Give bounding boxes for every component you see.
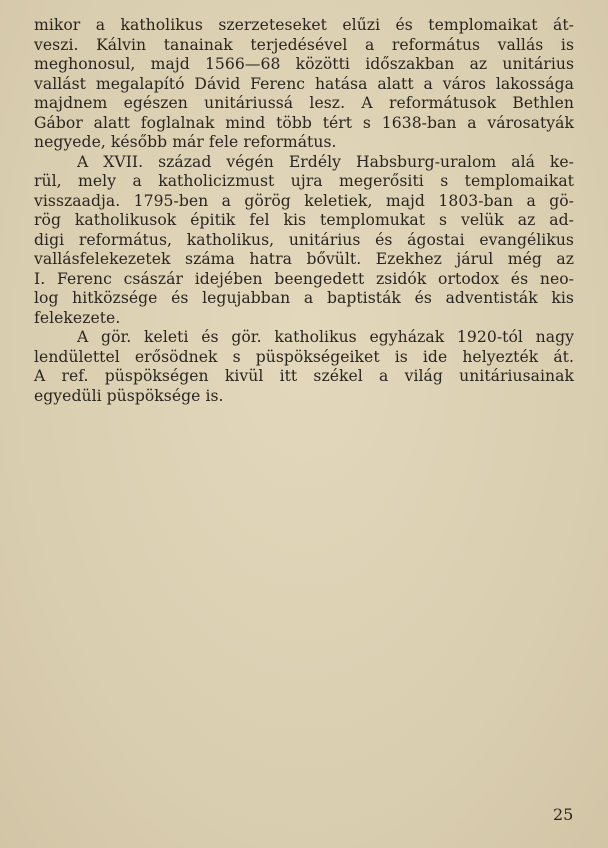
text-line: digi református, katholikus, unitárius és ágostai evangélikus <box>34 230 574 249</box>
text-line: meghonosul, majd 1566—68 közötti időszakban az unitárius <box>34 55 574 73</box>
page-body <box>34 16 574 406</box>
text-line: visszaadja. 1795-ben a görög keletiek, majd 1803-ban a gö- <box>34 191 574 210</box>
text-line: rül, mely a katholicizmust ujra megerősiti s templomaikat <box>34 172 574 190</box>
text-line: vallást megalapító Dávid Ferenc hatása alatt a város lakossága <box>34 74 574 93</box>
text-line: majdnem egészen unitáriussá lesz. A reformátusok Bethlen <box>34 94 574 112</box>
text-line: vallásfelekezetek száma hatra bővült. Ezekhez járul még az <box>34 250 574 268</box>
text-line: log hitközsége és legujabban a baptisták és adventisták kis <box>34 289 574 307</box>
text-line: Gábor alatt foglalnak mind több tért s 1638-ban a városatyák <box>34 113 574 132</box>
text-line: A XVII. század végén Erdély Habsburg-uralom alá ke- <box>77 152 574 171</box>
text-line: A ref. püspökségen kivül itt székel a világ unitáriusainak <box>34 367 574 385</box>
text-line: A gör. keleti és gör. katholikus egyházak 1920-tól nagy <box>77 328 574 346</box>
text-line: lendülettel erősödnek s püspökségeiket is ide helyezték át. <box>34 347 574 366</box>
text-line: rög katholikusok épitik fel kis templomukat s velük az ad- <box>34 211 574 229</box>
text-line: negyede, később már fele református. <box>34 133 337 151</box>
text-line: veszi. Kálvin tanainak terjedésével a református vallás is <box>34 35 574 54</box>
text-line: felekezete. <box>34 308 121 327</box>
page-number: 25 <box>553 805 574 824</box>
text-line: mikor a katholikus szerzeteseket elűzi és templomaikat át- <box>34 16 574 34</box>
text-line: I. Ferenc császár idejében beengedett zsidók ortodox és neo- <box>34 269 574 288</box>
text-line: egyedüli püspöksége is. <box>34 386 224 405</box>
